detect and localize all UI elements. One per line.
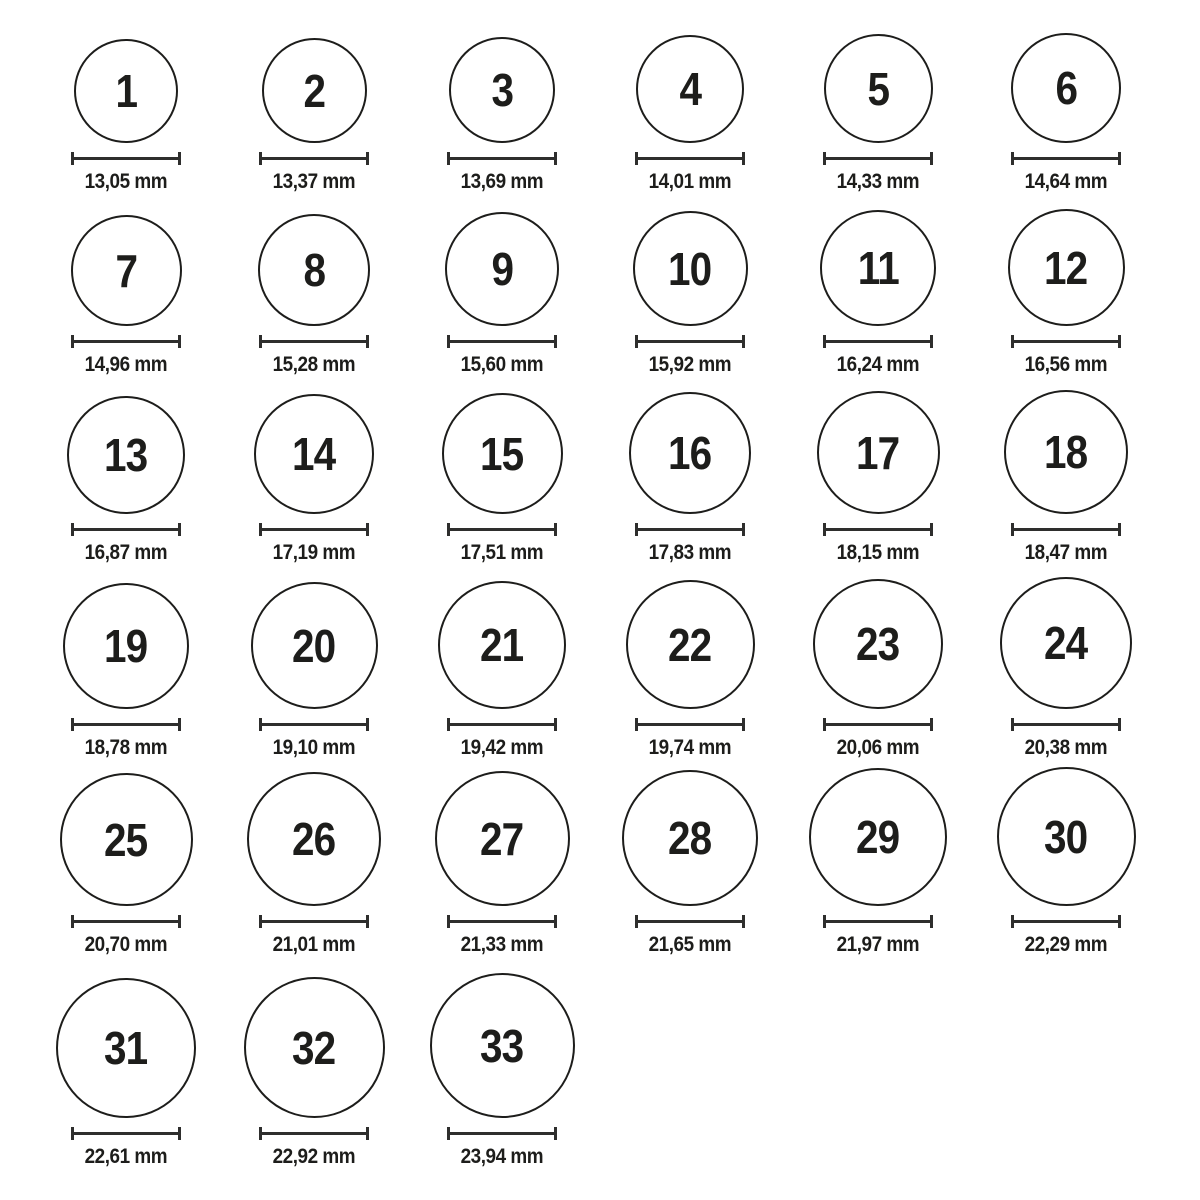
diameter-ruler-line	[1014, 528, 1118, 531]
diameter-label-text: 22,61 mm	[84, 1145, 168, 1168]
ring-circle	[636, 35, 744, 143]
ring-size-number: 11	[857, 242, 899, 294]
ring-circle	[251, 582, 378, 709]
diameter-ruler	[259, 1127, 369, 1140]
diameter-label	[644, 169, 736, 194]
ring-size-number: 8	[303, 244, 325, 296]
ring-circle	[247, 772, 381, 906]
diameter-label-text: 13,69 mm	[460, 170, 544, 193]
diameter-ruler-line	[74, 157, 178, 160]
ring-size-cell	[220, 377, 408, 565]
ring-size-cell	[408, 565, 596, 760]
ring-circle	[1008, 209, 1125, 326]
ring-size-cell	[220, 194, 408, 377]
ring-circle	[67, 396, 185, 514]
diameter-label	[1020, 932, 1112, 957]
diameter-ruler-line	[826, 528, 930, 531]
diameter-ruler-line	[826, 723, 930, 726]
ring-circle	[254, 394, 374, 514]
ring-size-cell	[408, 6, 596, 194]
diameter-label	[268, 169, 360, 194]
diameter-label	[456, 735, 548, 760]
diameter-label-text: 21,97 mm	[836, 933, 920, 956]
diameter-label	[456, 352, 548, 377]
ring-size-cell	[220, 565, 408, 760]
ring-circle	[435, 771, 570, 906]
diameter-ruler	[1011, 152, 1121, 165]
ring-size-number: 14	[292, 428, 336, 480]
diameter-ruler-line	[74, 528, 178, 531]
ring-size-cell	[32, 194, 220, 377]
ring-circle	[1004, 390, 1128, 514]
ring-size-cell	[972, 760, 1160, 957]
diameter-label	[80, 352, 172, 377]
diameter-ruler	[823, 915, 933, 928]
ring-size-number: 31	[104, 1022, 148, 1074]
diameter-label	[268, 1144, 360, 1169]
ring-size-number: 13	[104, 429, 148, 481]
diameter-label	[1020, 735, 1112, 760]
diameter-ruler	[259, 915, 369, 928]
diameter-ruler	[447, 335, 557, 348]
ring-size-cell	[784, 760, 972, 957]
ring-circle	[56, 978, 196, 1118]
diameter-ruler	[635, 915, 745, 928]
diameter-label-text: 15,60 mm	[460, 353, 544, 376]
ring-size-number: 24	[1044, 617, 1088, 669]
ring-size-number: 17	[856, 426, 900, 479]
ring-size-cell	[596, 377, 784, 565]
diameter-ruler-line	[450, 920, 554, 923]
diameter-ruler	[823, 152, 933, 165]
ring-size-number: 28	[668, 812, 712, 864]
diameter-ruler-line	[1014, 920, 1118, 923]
diameter-ruler-line	[74, 723, 178, 726]
diameter-label-text: 21,01 mm	[272, 933, 356, 956]
diameter-ruler	[1011, 718, 1121, 731]
diameter-label-text: 16,87 mm	[84, 541, 168, 564]
ring-size-number: 12	[1044, 241, 1088, 294]
diameter-ruler	[1011, 335, 1121, 348]
diameter-ruler	[1011, 915, 1121, 928]
diameter-ruler-line	[262, 340, 366, 343]
diameter-label-text: 14,33 mm	[836, 170, 920, 193]
diameter-label-text: 17,83 mm	[648, 541, 732, 564]
ring-size-number: 10	[668, 242, 712, 295]
diameter-label-text: 14,01 mm	[648, 170, 732, 193]
ring-circle	[74, 39, 178, 143]
diameter-ruler-line	[74, 1132, 178, 1135]
diameter-label	[80, 540, 172, 565]
ring-size-cell	[32, 760, 220, 957]
diameter-label	[832, 735, 924, 760]
diameter-ruler	[447, 915, 557, 928]
diameter-ruler	[71, 915, 181, 928]
diameter-label-text: 23,94 mm	[460, 1145, 544, 1168]
ring-size-cell	[596, 760, 784, 957]
diameter-ruler-line	[450, 157, 554, 160]
ring-size-cell	[972, 565, 1160, 760]
ring-size-cell	[32, 957, 220, 1169]
diameter-ruler	[71, 718, 181, 731]
diameter-label-text: 15,28 mm	[272, 353, 356, 376]
ring-size-cell	[32, 6, 220, 194]
ring-size-cell	[784, 6, 972, 194]
diameter-label-text: 16,24 mm	[836, 353, 920, 376]
ring-size-number: 30	[1044, 810, 1088, 863]
diameter-ruler	[259, 523, 369, 536]
diameter-label	[1020, 540, 1112, 565]
diameter-label-text: 18,47 mm	[1024, 541, 1108, 564]
diameter-ruler	[447, 152, 557, 165]
ring-size-number: 7	[115, 244, 137, 297]
ring-size-number: 21	[480, 619, 524, 671]
ring-circle	[262, 38, 367, 143]
diameter-label	[644, 735, 736, 760]
diameter-label	[268, 352, 360, 377]
diameter-label	[80, 1144, 172, 1169]
ring-circle	[430, 973, 575, 1118]
diameter-ruler	[1011, 523, 1121, 536]
ring-circle	[626, 580, 755, 709]
diameter-ruler-line	[262, 723, 366, 726]
ring-size-number: 25	[104, 813, 148, 866]
diameter-label-text: 17,51 mm	[460, 541, 544, 564]
ring-circle	[1011, 33, 1121, 143]
diameter-label	[80, 169, 172, 194]
ring-size-cell	[32, 377, 220, 565]
diameter-ruler	[259, 335, 369, 348]
ring-size-number: 29	[856, 811, 900, 863]
diameter-ruler	[635, 718, 745, 731]
ring-size-number: 26	[292, 813, 336, 865]
ring-size-number: 19	[104, 620, 148, 672]
ring-size-number: 15	[480, 427, 524, 480]
diameter-ruler-line	[262, 157, 366, 160]
diameter-ruler	[259, 718, 369, 731]
ring-size-cell	[972, 377, 1160, 565]
ring-size-cell	[220, 760, 408, 957]
ring-size-cell	[408, 194, 596, 377]
diameter-ruler	[635, 335, 745, 348]
ring-circle	[71, 215, 182, 326]
ring-circle	[809, 768, 947, 906]
diameter-label	[456, 169, 548, 194]
ring-size-number: 32	[292, 1021, 336, 1074]
diameter-label-text: 19,74 mm	[648, 736, 732, 759]
ring-circle	[817, 391, 940, 514]
diameter-ruler-line	[74, 340, 178, 343]
diameter-ruler-line	[450, 340, 554, 343]
ring-size-cell	[596, 565, 784, 760]
ring-circle	[997, 767, 1136, 906]
diameter-label-text: 18,15 mm	[836, 541, 920, 564]
diameter-ruler-line	[450, 723, 554, 726]
ring-size-cell	[784, 194, 972, 377]
diameter-label	[644, 932, 736, 957]
ring-size-number: 3	[491, 64, 513, 116]
ring-circle	[60, 773, 193, 906]
diameter-label	[644, 352, 736, 377]
ring-circle	[633, 211, 748, 326]
diameter-label-text: 20,70 mm	[84, 933, 168, 956]
diameter-ruler-line	[262, 1132, 366, 1135]
diameter-label-text: 19,42 mm	[460, 736, 544, 759]
ring-size-cell	[972, 194, 1160, 377]
diameter-ruler	[823, 335, 933, 348]
ring-size-number: 22	[668, 618, 712, 671]
diameter-label	[1020, 352, 1112, 377]
diameter-ruler-line	[450, 1132, 554, 1135]
ring-size-number: 33	[480, 1019, 524, 1072]
diameter-ruler	[447, 1127, 557, 1140]
diameter-ruler	[823, 523, 933, 536]
ring-size-number: 5	[867, 62, 889, 115]
diameter-label-text: 13,05 mm	[84, 170, 168, 193]
ring-size-cell	[32, 565, 220, 760]
ring-size-number: 2	[303, 64, 325, 117]
diameter-label-text: 16,56 mm	[1024, 353, 1108, 376]
ring-circle	[258, 214, 370, 326]
diameter-label-text: 13,37 mm	[272, 170, 356, 193]
diameter-label-text: 20,06 mm	[836, 736, 920, 759]
diameter-label-text: 14,64 mm	[1024, 170, 1108, 193]
diameter-label-text: 17,19 mm	[272, 541, 356, 564]
ring-size-number: 9	[491, 243, 513, 295]
diameter-label-text: 14,96 mm	[84, 353, 168, 376]
diameter-label	[456, 932, 548, 957]
ring-size-number: 18	[1044, 426, 1088, 478]
ring-circle	[445, 212, 559, 326]
diameter-label-text: 15,92 mm	[648, 353, 732, 376]
diameter-ruler-line	[638, 157, 742, 160]
diameter-ruler	[447, 718, 557, 731]
diameter-label-text: 22,92 mm	[272, 1145, 356, 1168]
ring-size-cell	[596, 6, 784, 194]
ring-size-cell	[408, 957, 596, 1169]
ring-size-cell	[408, 760, 596, 957]
diameter-label	[832, 352, 924, 377]
diameter-ruler-line	[638, 723, 742, 726]
diameter-label-text: 21,65 mm	[648, 933, 732, 956]
ring-circle	[63, 583, 189, 709]
diameter-ruler-line	[826, 157, 930, 160]
ring-size-number: 4	[679, 63, 701, 115]
ring-circle	[438, 581, 566, 709]
diameter-ruler-line	[1014, 340, 1118, 343]
diameter-label-text: 21,33 mm	[460, 933, 544, 956]
ring-circle	[1000, 577, 1132, 709]
ring-circle	[813, 579, 943, 709]
ring-size-cell	[220, 957, 408, 1169]
diameter-ruler-line	[638, 340, 742, 343]
diameter-ruler	[635, 152, 745, 165]
diameter-ruler-line	[638, 528, 742, 531]
diameter-label	[456, 1144, 548, 1169]
ring-circle	[629, 392, 751, 514]
diameter-ruler	[259, 152, 369, 165]
ring-size-cell	[784, 377, 972, 565]
ring-size-number: 16	[668, 427, 712, 479]
diameter-ruler	[71, 1127, 181, 1140]
ring-size-number: 23	[856, 618, 900, 670]
diameter-ruler-line	[74, 920, 178, 923]
ring-size-cell	[784, 565, 972, 760]
diameter-label-text: 22,29 mm	[1024, 933, 1108, 956]
diameter-ruler	[635, 523, 745, 536]
ring-size-number: 27	[480, 812, 524, 865]
diameter-label	[456, 540, 548, 565]
ring-circle	[442, 393, 563, 514]
diameter-ruler-line	[826, 340, 930, 343]
diameter-ruler	[447, 523, 557, 536]
diameter-label	[80, 932, 172, 957]
diameter-label-text: 18,78 mm	[84, 736, 168, 759]
diameter-label	[80, 735, 172, 760]
diameter-ruler	[71, 523, 181, 536]
ring-size-cell	[596, 194, 784, 377]
ring-circle	[622, 770, 758, 906]
ring-size-cell	[408, 377, 596, 565]
ring-circle	[244, 977, 385, 1118]
ring-circle	[449, 37, 555, 143]
diameter-label	[644, 540, 736, 565]
ring-circle	[824, 34, 933, 143]
ring-size-cell	[972, 6, 1160, 194]
diameter-ruler-line	[638, 920, 742, 923]
diameter-ruler-line	[262, 920, 366, 923]
ring-size-number: 20	[292, 619, 336, 672]
diameter-label-text: 20,38 mm	[1024, 736, 1108, 759]
diameter-ruler-line	[1014, 723, 1118, 726]
ring-size-number: 6	[1055, 62, 1077, 114]
diameter-ruler-line	[1014, 157, 1118, 160]
ring-size-cell	[220, 6, 408, 194]
diameter-label	[832, 169, 924, 194]
diameter-label	[268, 735, 360, 760]
diameter-ruler	[71, 152, 181, 165]
ring-size-number: 1	[115, 65, 137, 117]
diameter-label	[832, 932, 924, 957]
ring-circle	[820, 210, 936, 326]
diameter-ruler	[71, 335, 181, 348]
diameter-ruler-line	[826, 920, 930, 923]
diameter-ruler-line	[450, 528, 554, 531]
diameter-ruler	[823, 718, 933, 731]
diameter-label	[1020, 169, 1112, 194]
diameter-label	[268, 540, 360, 565]
diameter-label	[268, 932, 360, 957]
diameter-label-text: 19,10 mm	[272, 736, 356, 759]
diameter-label	[832, 540, 924, 565]
diameter-ruler-line	[262, 528, 366, 531]
